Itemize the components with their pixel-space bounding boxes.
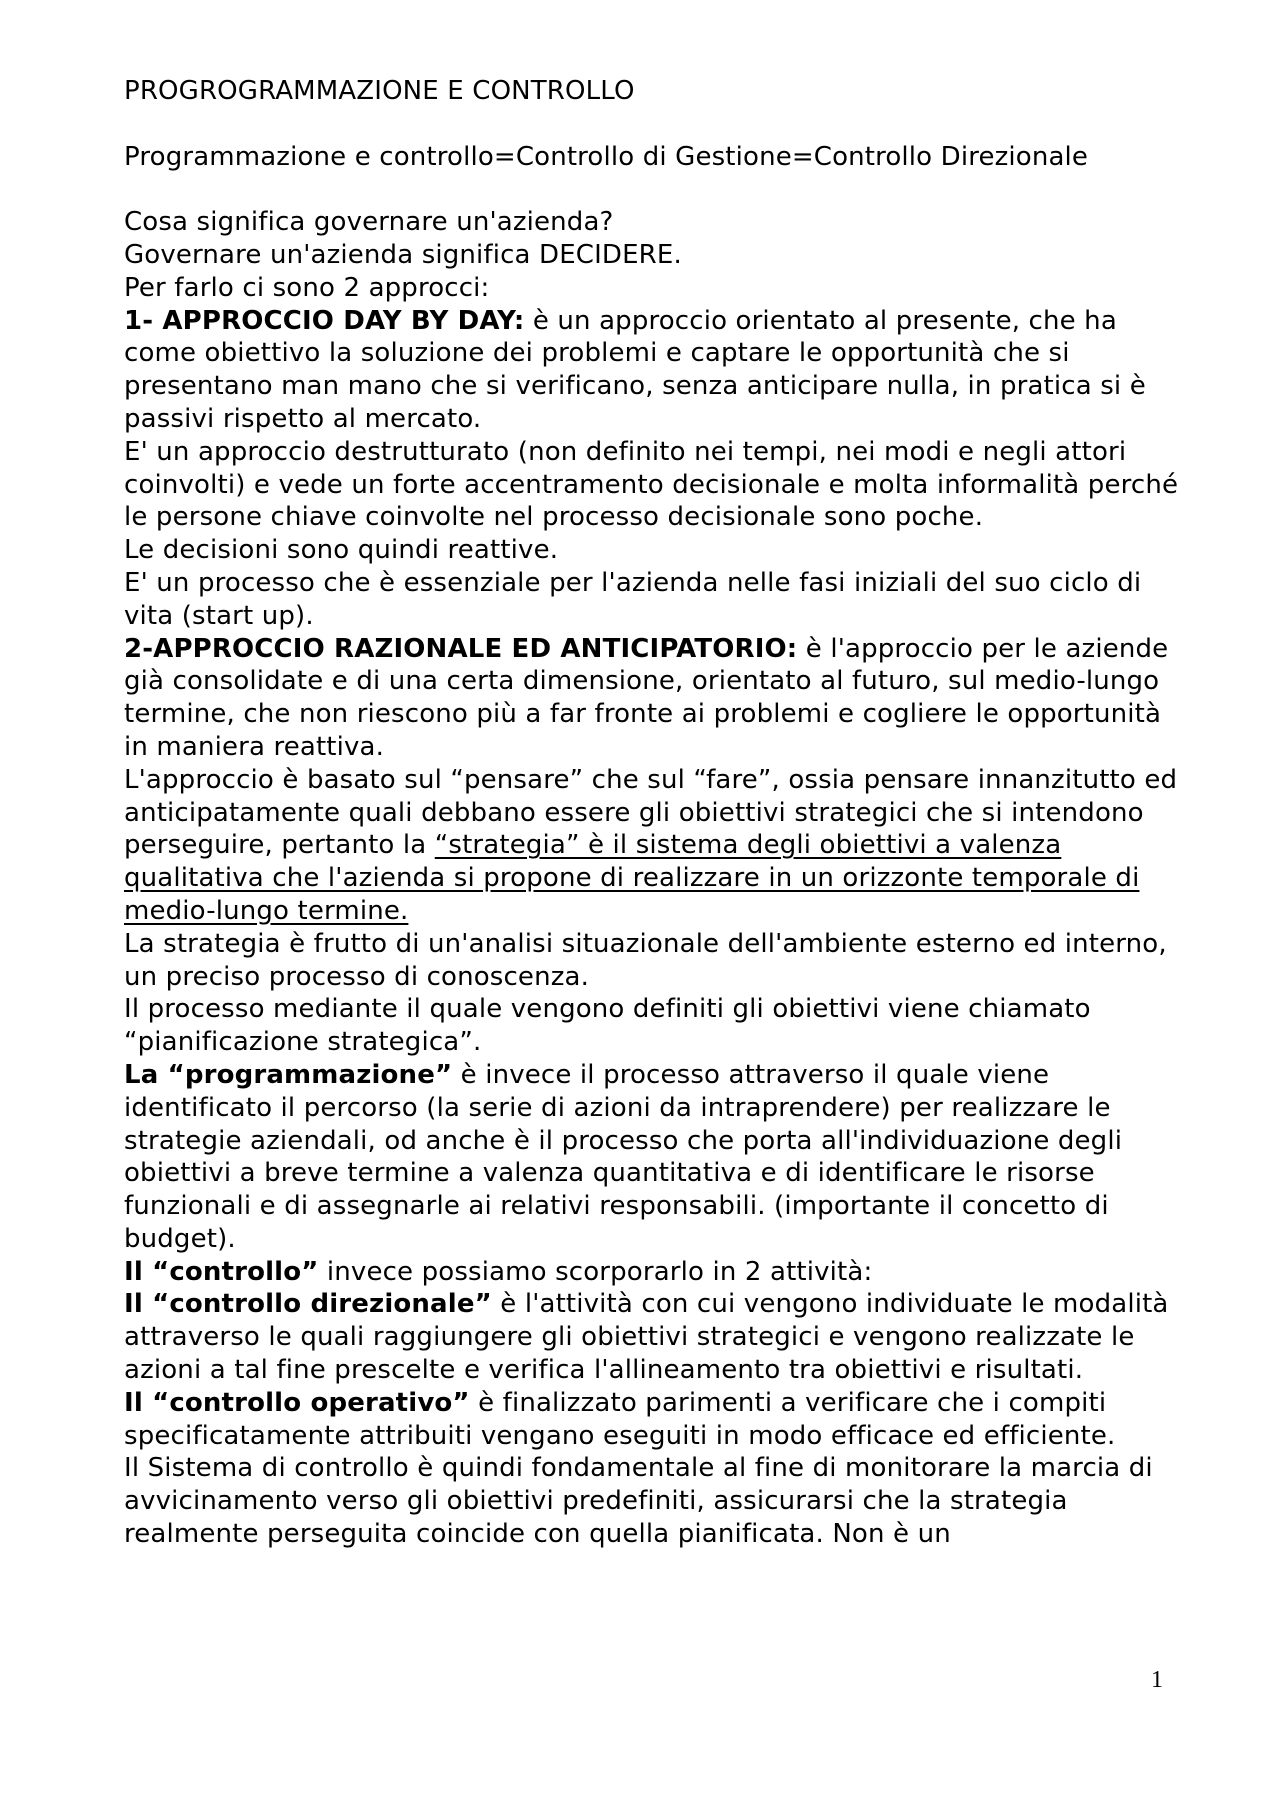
control-paragraph bbox=[124, 1256, 1184, 1289]
page-number: 1 bbox=[1151, 1667, 1163, 1693]
document-body bbox=[124, 75, 1184, 1551]
answer-paragraph: Governare un'azienda significa DECIDERE. bbox=[124, 239, 682, 270]
control-system-paragraph: Il Sistema di controllo è quindi fondamentale al fine di monitorare la marcia di avvicinamento verso gli obiettivi predefiniti, assicurarsi che la strategia realmente perseguita coincide con quella pianificata. Non è un bbox=[124, 1453, 1153, 1550]
document-subtitle: Programmazione e controllo=Controllo di Gestione=Controllo Direzionale bbox=[124, 141, 1089, 172]
directional-control-text: è l'attività con cui vengono individuate le modalità attraverso le quali raggiungere gli obiettivi strategici e vengono realizzate le azioni a tal fine prescelte e verifica l'allineamento tra obiettivi e risultati. bbox=[124, 1289, 1169, 1386]
control-heading: Il “controllo” bbox=[124, 1256, 319, 1287]
approach-2-paragraph-2 bbox=[124, 764, 1184, 928]
control-text: invece possiamo scorporarlo in 2 attività: bbox=[318, 1256, 873, 1287]
approach-1-paragraph-4: E' un processo che è essenziale per l'azienda nelle fasi iniziali del suo ciclo di vita (start up). bbox=[124, 567, 1142, 631]
directional-control-heading: Il “controllo direzionale” bbox=[124, 1289, 492, 1320]
programming-paragraph bbox=[124, 1059, 1184, 1256]
approach-2-heading: 2-APPROCCIO RAZIONALE ED ANTICIPATORIO: bbox=[124, 633, 798, 664]
document-title: PROGROGRAMMAZIONE E CONTROLLO bbox=[124, 76, 635, 106]
intro-paragraph: Per farlo ci sono 2 approcci: bbox=[124, 272, 490, 303]
approach-2-lead-text: L'approccio è basato sul “pensare” che sul “fare”, ossia pensare innanzitutto ed anticipatamente quali debbano essere gli obiettivi strategici che si intendono perseguire, pertanto la bbox=[124, 764, 1178, 861]
strategy-definition: “strategia” è il sistema degli obiettivi a valenza qualitativa che l'azienda si propone di realizzare in un orizzonte temporale di medio-lungo termine. bbox=[124, 830, 1140, 926]
spacer bbox=[124, 108, 1184, 141]
directional-control-paragraph bbox=[124, 1288, 1184, 1386]
approach-1-heading: 1- APPROCCIO DAY BY DAY: bbox=[124, 305, 525, 336]
approach-2-text: è l'approccio per le aziende già consolidate e di una certa dimensione, orientato al futuro, sul medio-lungo termine, che non riescono più a far fronte ai problemi e cogliere le opportunità in maniera reattiva. bbox=[124, 633, 1169, 762]
spacer bbox=[124, 173, 1184, 206]
operational-control-paragraph bbox=[124, 1387, 1184, 1453]
strategy-paragraph: La strategia è frutto di un'analisi situazionale dell'ambiente esterno ed interno, un preciso processo di conoscenza. bbox=[124, 928, 1167, 992]
approach-1-paragraph bbox=[124, 305, 1184, 436]
operational-control-heading: Il “controllo operativo” bbox=[124, 1387, 470, 1418]
programming-heading: La “programmazione” bbox=[124, 1059, 453, 1090]
question-paragraph: Cosa significa governare un'azienda? bbox=[124, 207, 614, 238]
approach-1-paragraph-2: E' un approccio destrutturato (non definito nei tempi, nei modi e negli attori coinvolti) e vede un forte accentramento decisionale e molta informalità perché le persone chiave coinvolte nel processo decisionale sono poche. bbox=[124, 436, 1179, 533]
approach-2-paragraph bbox=[124, 633, 1184, 764]
planning-paragraph: Il processo mediante il quale vengono definiti gli obiettivi viene chiamato “pianificazione strategica”. bbox=[124, 994, 1091, 1058]
approach-1-paragraph-3: Le decisioni sono quindi reattive. bbox=[124, 535, 559, 566]
approach-1-text: è un approccio orientato al presente, che ha come obiettivo la soluzione dei problemi e captare le opportunità che si presentano man mano che si verificano, senza anticipare nulla, in pratica si è passivi rispetto al mercato. bbox=[124, 305, 1146, 434]
programming-text: è invece il processo attraverso il quale viene identificato il percorso (la serie di azioni da intraprendere) per realizzare le strategie aziendali, od anche è il processo che porta all'individuazione degli obiettivi a breve termine a valenza quantitativa e di identificare le risorse funzionali e di assegnarle ai relativi responsabili. (importante il concetto di budget). bbox=[124, 1059, 1123, 1254]
operational-control-text: è finalizzato parimenti a verificare che i compiti specificatamente attribuiti vengano eseguiti in modo efficace ed efficiente. bbox=[124, 1387, 1116, 1451]
